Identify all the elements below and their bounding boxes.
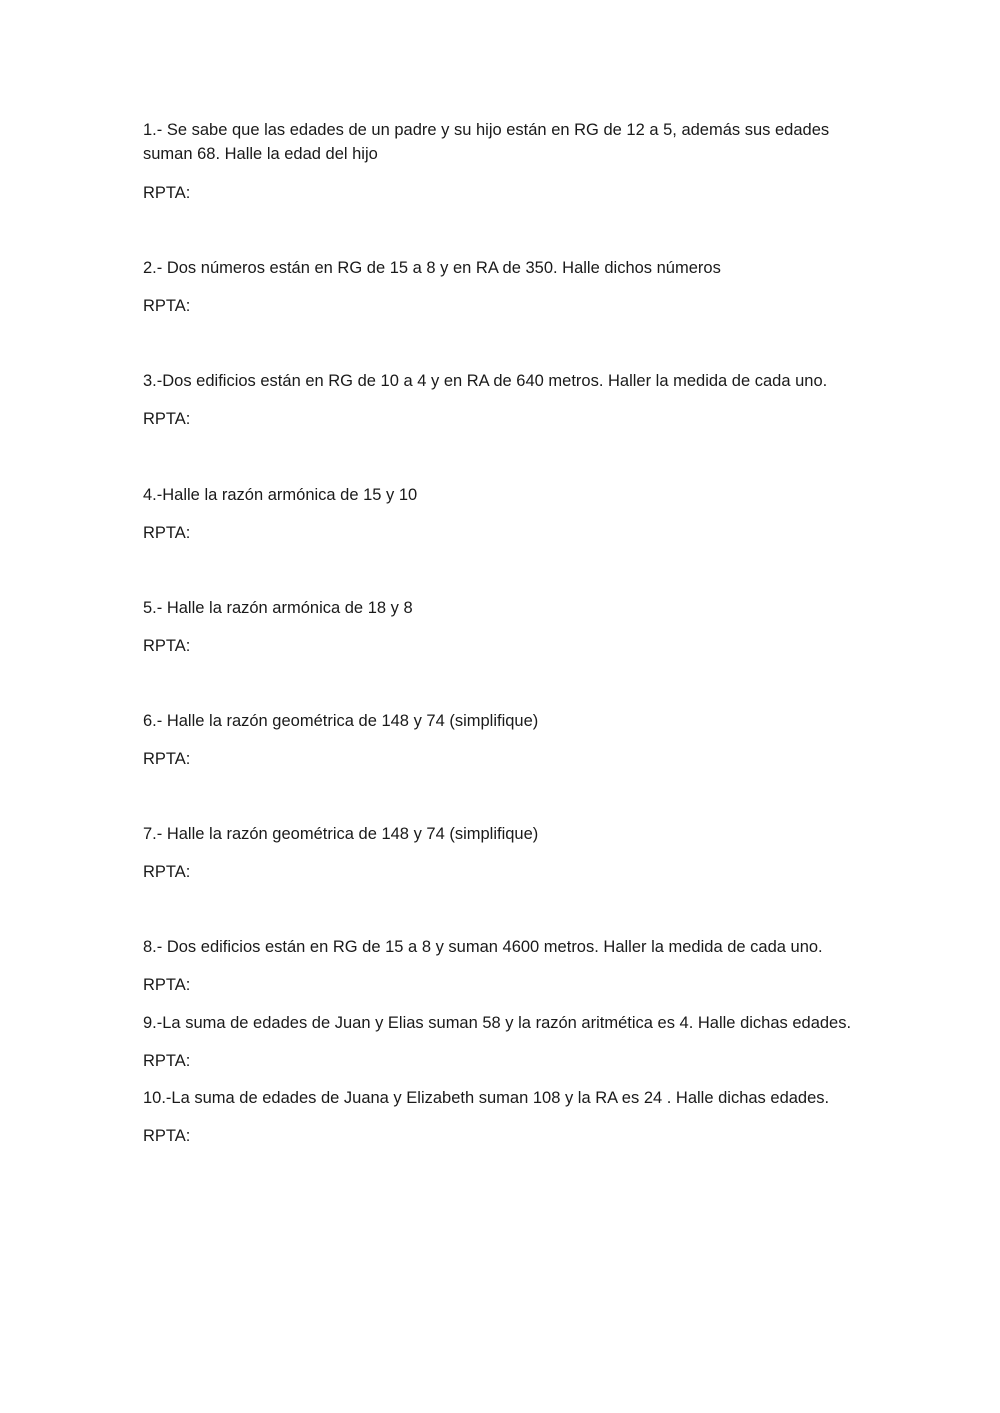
answer-label-4: RPTA: [143, 524, 191, 542]
question-2: 2.- Dos números están en RG de 15 a 8 y en RA de 350. Halle dichos números [143, 259, 721, 277]
answer-label-6: RPTA: [143, 750, 191, 768]
question-1: 1.- Se sabe que las edades de un padre y su hijo están en RG de 12 a 5, además sus edades suman 68. Halle la edad del hijo [143, 121, 830, 163]
answer-label-9: RPTA: [143, 1052, 191, 1070]
answer-label-10: RPTA: [143, 1127, 191, 1145]
question-3: 3.-Dos edificios están en RG de 10 a 4 y en RA de 640 metros. Haller la medida de cada uno. [143, 372, 828, 390]
answer-label-2: RPTA: [143, 297, 191, 315]
question-7: 7.- Halle la razón geométrica de 148 y 74 (simplifique) [143, 825, 539, 843]
question-10: 10.-La suma de edades de Juana y Elizabeth suman 108 y la RA es 24 . Halle dichas edades. [143, 1089, 830, 1107]
answer-label-1: RPTA: [143, 184, 191, 202]
answer-label-7: RPTA: [143, 863, 191, 881]
question-9: 9.-La suma de edades de Juan y Elias suman 58 y la razón aritmética es 4. Halle dichas edades. [143, 1014, 852, 1032]
answer-label-3: RPTA: [143, 410, 191, 428]
answer-label-8: RPTA: [143, 976, 191, 994]
question-5: 5.- Halle la razón armónica de 18 y 8 [143, 599, 413, 617]
question-6: 6.- Halle la razón geométrica de 148 y 74 (simplifique) [143, 712, 539, 730]
question-4: 4.-Halle la razón armónica de 15 y 10 [143, 486, 418, 504]
answer-label-5: RPTA: [143, 637, 191, 655]
question-8: 8.- Dos edificios están en RG de 15 a 8 y suman 4600 metros. Haller la medida de cada uno. [143, 938, 823, 956]
